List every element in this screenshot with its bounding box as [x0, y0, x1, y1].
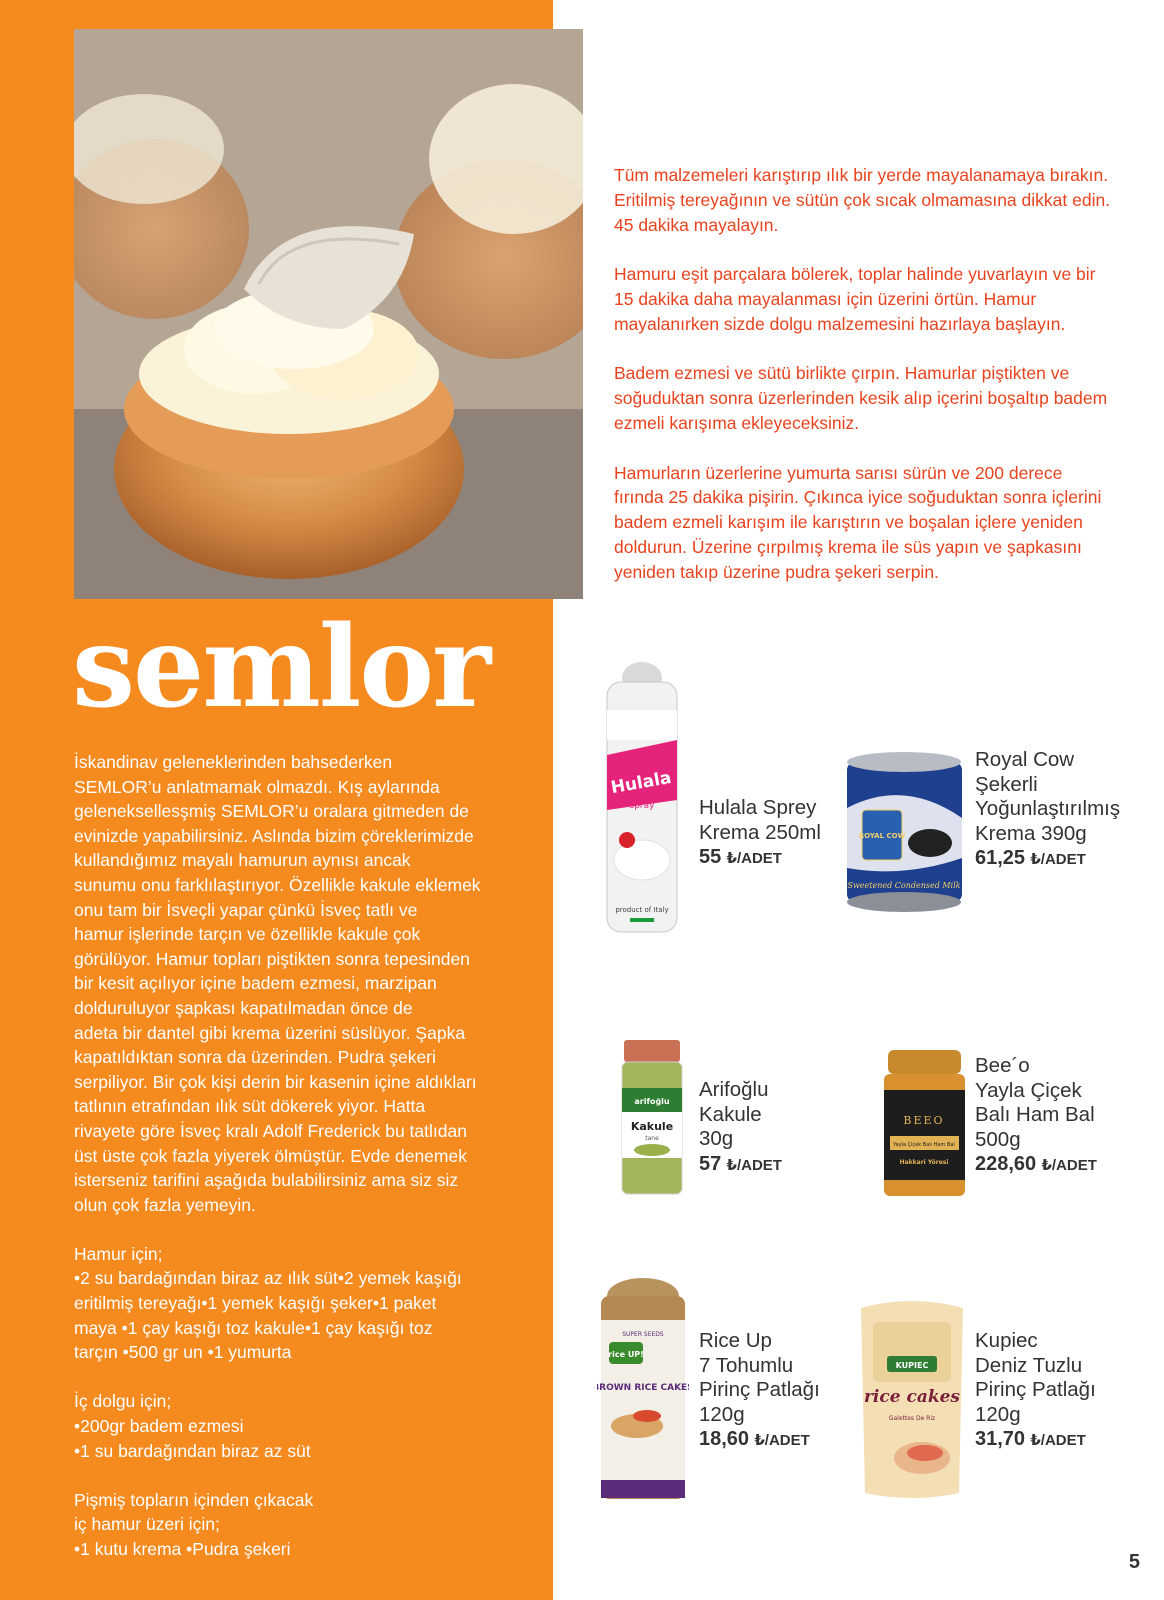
product-name-line: Kupiec — [975, 1329, 1038, 1352]
kupiec-pack-image — [857, 1298, 967, 1503]
beeo-brand-text: BEEO — [903, 1114, 945, 1127]
hulala-spray-can-image — [595, 660, 690, 940]
product-price — [975, 1152, 1097, 1179]
product-info-beeo — [975, 1054, 1097, 1179]
ingredient-heading: Pişmiş topların içinden çıkacak — [74, 1489, 314, 1510]
product-name-line: 500g — [975, 1127, 1021, 1151]
product-name-line: Krema 390g — [975, 821, 1087, 845]
product-price — [699, 845, 821, 872]
intro-line: adeta bir dantel gibi krema üzerini süslüyor. Şapka — [74, 1022, 466, 1043]
kupiec-brand-text: KUPIEC — [895, 1361, 929, 1370]
royal-cow-product-text: Sweetened Condensed Milk — [847, 881, 961, 890]
intro-line: hamur işlerinde tarçın ve özellikle kakule çok — [74, 924, 421, 945]
product-name-line: 30g — [699, 1127, 734, 1151]
intro-line: geleneksellesşmiş SEMLOR’u oralara gitmeden de — [74, 801, 469, 822]
topping-ingredients — [74, 1488, 519, 1562]
royal-cow-can-image — [842, 748, 967, 913]
intro-paragraph — [74, 750, 519, 1217]
intro-line: kapatıldıktan sonra da üzerinden. Pudra şekeri — [74, 1047, 436, 1068]
product-name-line: Kakule — [699, 1102, 762, 1126]
ingredient-line: maya •1 çay kaşığı toz kakule•1 çay kaşığı toz — [74, 1317, 433, 1338]
product-name-line: Balı Ham Bal — [975, 1103, 1095, 1127]
rice-up-brand-text: rice UP! — [608, 1350, 644, 1359]
intro-line: sunumu onu farklılaştırıyor. Özellikle kakule eklemek — [74, 874, 481, 895]
rice-up-pack-image — [597, 1276, 689, 1503]
product-name-line: Yoğunlaştırılmış — [975, 797, 1121, 821]
price-value: 57 — [699, 1152, 722, 1175]
intro-line: isterseniz tarifini aşağıda bulabilirsiniz ama siz siz — [74, 1170, 459, 1191]
page-number: 5 — [1128, 1551, 1140, 1573]
beeo-product-text: Yayla Çiçek Balı Ham Bal — [893, 1142, 955, 1148]
product-name-line: 7 Tohumlu — [699, 1353, 794, 1377]
recipe-step: Hamuru eşit parçalara bölerek, toplar halinde yuvarlayın ve bir 15 dakika daha mayalanması için üzerini örtün. Hamur mayalanırken sizde dolgu malzemesini hazırlaya başlayın. — [614, 264, 1096, 334]
rice-up-product-text: BROWN RICE CAKES — [597, 1383, 689, 1393]
ingredient-heading: iç hamur üzeri için; — [74, 1514, 220, 1535]
ingredient-line: tarçın •500 gr un •1 yumurta — [74, 1342, 292, 1363]
price-unit: ₺/ADET — [1030, 851, 1086, 869]
recipe-step: Badem ezmesi ve sütü birlikte çırpın. Hamurlar piştikten ve soğuduktan sonra üzerlerinden kesik alıp içerini boşaltıp badem ezmeli karışıma ekleyeceksiniz. — [614, 363, 1108, 433]
filling-ingredients — [74, 1389, 519, 1463]
product-price — [975, 846, 1120, 873]
arifoglu-kakule-text: Kakule — [630, 1120, 674, 1133]
semla-illustration — [74, 29, 583, 599]
hulala-origin-text: product of Italy — [615, 906, 669, 914]
dough-ingredients — [74, 1242, 519, 1365]
hulala-spray-text: spray — [629, 801, 655, 811]
product-name-line: Royal Cow — [975, 748, 1075, 771]
product-info-rice-up — [699, 1329, 820, 1454]
intro-line: görülüyor. Hamur topları piştikten sonra tepesinden — [74, 948, 470, 969]
price-unit: ₺/ADET — [754, 1432, 810, 1450]
product-name-line: Deniz Tuzlu — [975, 1353, 1083, 1377]
beeo-region-text: Hakkari Yöresi — [899, 1159, 949, 1166]
price-unit: ₺/ADET — [1041, 1157, 1097, 1175]
arifoglu-kakule-jar-image — [618, 1038, 686, 1198]
intro-line: onu tam bir İsveçli yapar çünkü İsveç tatlı ve — [74, 899, 418, 920]
intro-line: evinizde yapabilirsiniz. Aslında bizim çöreklerimizde — [74, 825, 474, 846]
kupiec-product-text: rice cakes — [863, 1387, 961, 1407]
product-info-hulala — [699, 796, 821, 872]
product-name-line: Pirinç Patlağı — [975, 1378, 1096, 1402]
ingredient-line: eritilmiş tereyağı•1 yemek kaşığı şeker•1 paket — [74, 1293, 437, 1314]
price-value: 61,25 — [975, 847, 1026, 870]
product-name-line: Krema 250ml — [699, 820, 821, 844]
product-info-arifoglu — [699, 1078, 782, 1178]
intro-line: bir kesit açılıyor içine badem ezmesi, marzipan — [74, 973, 437, 994]
intro-line: SEMLOR’u anlatmamak olmazdı. Kış aylarında — [74, 776, 440, 797]
intro-line: rivayete göre İsveç kralı Adolf Frederick bu tatlıdan — [74, 1120, 467, 1141]
ingredient-line: •1 kutu krema •Pudra şekeri — [74, 1539, 291, 1559]
intro-line: olun çok fazla yemeyin. — [74, 1194, 256, 1215]
product-name-line: Bee´o — [975, 1054, 1030, 1077]
intro-line: dolduruluyor şapkası kapatılmadan önce de — [74, 997, 413, 1018]
intro-line: serpiliyor. Bir çok kişi derin bir kasenin içine aldıkları — [74, 1071, 477, 1092]
ingredient-heading: Hamur için; — [74, 1243, 163, 1264]
ingredient-heading: İç dolgu için; — [74, 1391, 172, 1412]
intro-text-column — [74, 750, 519, 1586]
semla-bun-photo — [74, 29, 583, 599]
product-name-line: Pirinç Patlağı — [699, 1378, 820, 1402]
recipe-title: semlor — [72, 602, 490, 733]
arifoglu-tane-text: tane — [645, 1135, 659, 1142]
hulala-brand-text: Hulala — [609, 767, 673, 799]
product-name-line: 120g — [975, 1402, 1021, 1426]
price-unit: ₺/ADET — [1030, 1432, 1086, 1450]
ingredient-line: •200gr badem ezmesi — [74, 1416, 244, 1437]
price-value: 228,60 — [975, 1153, 1037, 1176]
kupiec-subtitle-text: Galettes De Riz — [888, 1415, 936, 1422]
rice-up-seeds-top-text: SUPER SEEDS — [622, 1331, 664, 1338]
beeo-honey-jar-image — [882, 1050, 967, 1200]
product-price — [699, 1427, 820, 1454]
price-unit: ₺/ADET — [726, 850, 782, 868]
product-name-line: Şekerli — [975, 772, 1038, 796]
product-name-line: Arifoğlu — [699, 1078, 769, 1101]
product-name-line: 120g — [699, 1402, 745, 1426]
price-unit: ₺/ADET — [726, 1156, 782, 1174]
intro-line: tatlının etrafından ılık süt dökerek yiyor. Hatta — [74, 1096, 426, 1117]
product-info-royal-cow — [975, 748, 1120, 873]
recipe-step: Tüm malzemeleri karıştırıp ılık bir yerde mayalanamaya bırakın. Eritilmiş tereyağının ve sütün çok sıcak olmamasına dikkat edin. 45 dakika mayalayın. — [614, 165, 1111, 235]
recipe-steps — [614, 163, 1114, 609]
intro-line: üst üste çok fazla yiyerek ölmüştür. Evde denemek — [74, 1145, 467, 1166]
product-price — [699, 1152, 782, 1179]
price-value: 31,70 — [975, 1428, 1026, 1451]
product-name-line: Yayla Çiçek — [975, 1078, 1082, 1102]
intro-line: kullandığımız mayalı hamurun aynısı ancak — [74, 850, 411, 871]
royal-cow-brand-text: ROYAL COW — [858, 832, 906, 840]
product-price — [975, 1427, 1096, 1454]
product-name-line: Rice Up — [699, 1329, 772, 1352]
product-info-kupiec — [975, 1329, 1096, 1454]
ingredient-line: •1 su bardağından biraz az süt — [74, 1440, 311, 1461]
product-name-line: Hulala Sprey — [699, 796, 817, 819]
arifoglu-brand-text: arifoğlu — [634, 1097, 670, 1106]
price-value: 18,60 — [699, 1428, 750, 1451]
price-value: 55 — [699, 846, 722, 869]
recipe-step: Hamurların üzerlerine yumurta sarısı sürün ve 200 derece fırında 25 dakika pişirin. Çıkınca iyice soğuduktan sonra içlerini badem ezmeli karışım ile karıştırın ve boşalan içlere yeniden doldurun. Üzerine çırpılmış krema ile süs yapın ve şapkasını yeniden takıp üzerine pudra şekeri serpin. — [614, 462, 1102, 582]
intro-line: İskandinav geleneklerinden bahsederken — [74, 752, 393, 772]
ingredient-line: •2 su bardağından biraz az ılık süt•2 yemek kaşığı — [74, 1268, 462, 1289]
